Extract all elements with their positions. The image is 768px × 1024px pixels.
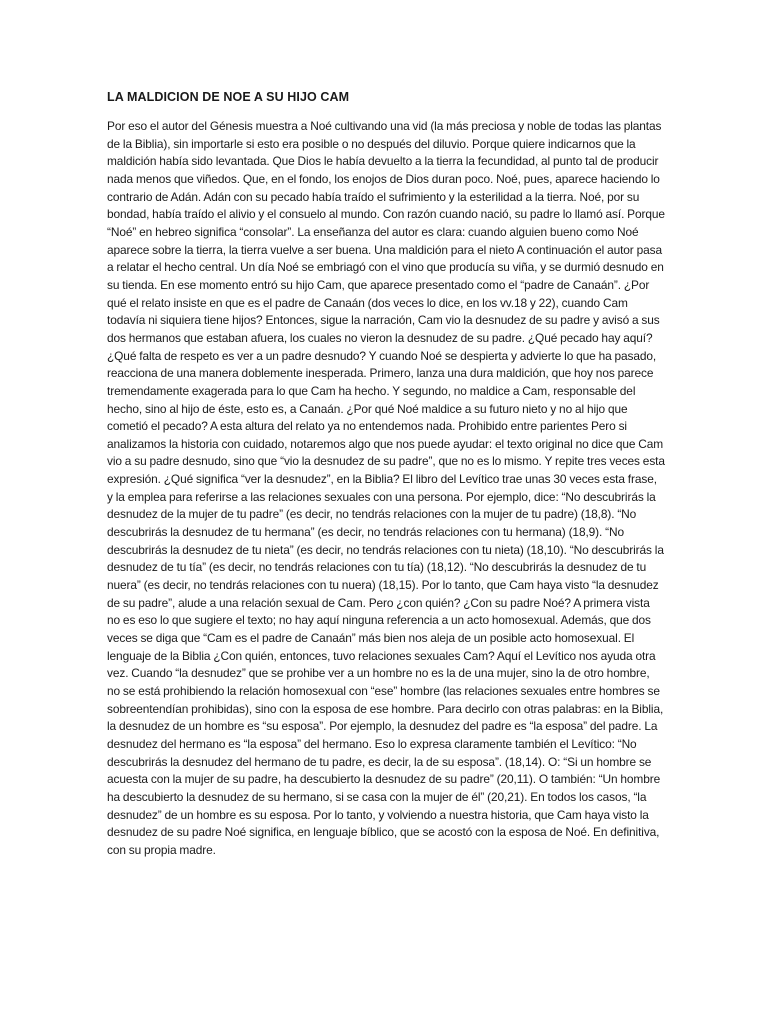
document-body-paragraph: Por eso el autor del Génesis muestra a Noé cultivando una vid (la más preciosa y noble de todas las plantas de la Biblia), sin importarle si esto era posible o no después del diluvio. Porque quiere indicarnos que la maldición había sido levantada. Que Dios le había devuelto a la tierra la fecundidad, al punto tal de producir nada menos que viñedos. Que, en el fondo, los enojos de Dios duran poco. Noé, pues, aparece haciendo lo contrario de Adán. Adán con su pecado había traído el sufrimiento y la esterilidad a la tierra. Noé, por su bondad, había traído el alivio y el consuelo al mundo. Con razón cuando nació, su padre lo llamó así. Porque “Noé” en hebreo significa “consolar”. La enseñanza del autor es clara: cuando alguien bueno como Noé aparece sobre la tierra, la tierra vuelve a ser buena. Una maldición para el nieto A continuación el autor pasa a relatar el hecho central. Un día Noé se embriagó con el vino que producía su viña, y se durmió desnudo en su tienda. En ese momento entró su hijo Cam, que aparece presentado como el “padre de Canaán”. ¿Por qué el relato insiste en que es el padre de Canaán (dos veces lo dice, en los vv.18 y 22), cuando Cam todavía ni siquiera tiene hijos? Entonces, sigue la narración, Cam vio la desnudez de su padre y avisó a sus dos hermanos que estaban afuera, los cuales no vieron la desnudez de su padre. ¿Qué pecado hay aquí? ¿Qué falta de respeto es ver a un padre desnudo? Y cuando Noé se despierta y advierte lo que ha pasado, reacciona de una manera doblemente inesperada. Primero, lanza una dura maldición, que hoy nos parece tremendamente exagerada para lo que Cam ha hecho. Y segundo, no maldice a Cam, responsable del hecho, sino al hijo de éste, esto es, a Canaán. ¿Por qué Noé maldice a su futuro nieto y no al hijo que cometió el pecado? A esta altura del relato ya no entendemos nada. Prohibido entre parientes Pero si analizamos la historia con cuidado, notaremos algo que nos puede ayudar: el texto original no dice que Cam vio a su padre desnudo, sino que “vio la desnudez de su padre”, que no es lo mismo. Y repite tres veces esta expresión. ¿Qué significa “ver la desnudez”, en la Biblia? El libro del Levítico trae unas 30 veces esta frase, y la emplea para referirse a las relaciones sexuales con una persona. Por ejemplo, dice: “No descubrirás la desnudez de la mujer de tu padre” (es decir, no tendrás relaciones con la mujer de tu padre) (18,8). “No descubrirás la desnudez de tu hermana” (es decir, no tendrás relaciones con tu hermana) (18,9). “No descubrirás la desnudez de tu nieta” (es decir, no tendrás relaciones con tu nieta) (18,10). “No descubrirás la desnudez de tu tía” (es decir, no tendrás relaciones con tu tía) (18,12). “No descubrirás la desnudez de tu nuera” (es decir, no tendrás relaciones con tu nuera) (18,15). Por lo tanto, que Cam haya visto “la desnudez de su padre”, alude a una relación sexual de Cam. Pero ¿con quién? ¿Con su padre Noé? A primera vista no es eso lo que sugiere el texto; no hay aquí ninguna referencia a un acto homosexual. Además, que dos veces se diga que “Cam es el padre de Canaán” más bien nos aleja de un posible acto homosexual. El lenguaje de la Biblia ¿Con quién, entonces, tuvo relaciones sexuales Cam? Aquí el Levítico nos ayuda otra vez. Cuando “la desnudez” que se prohibe ver a un hombre no es la de una mujer, sino la de otro hombre, no se está prohibiendo la relación homosexual con “ese” hombre (las relaciones sexuales entre hombres se sobreentendían prohibidas), sino con la esposa de ese hombre. Para decirlo con otras palabras: en la Biblia, la desnudez de un hombre es “su esposa”. Por ejemplo, la desnudez del padre es “la esposa” del padre. La desnudez del hermano es “la esposa” del hermano. Eso lo expresa claramente también el Levítico: “No descubrirás la desnudez del hermano de tu padre, es decir, la de su esposa”. (18,14). O: “Si un hombre se acuesta con la mujer de su padre, ha descubierto la desnudez de su padre” (20,11). O también: “Un hombre ha descubierto la desnudez de su hermano, si se casa con la mujer de él” (20,21). En todos los casos, “la desnudez” de un hombre es su esposa. Por lo tanto, y volviendo a nuestra historia, que Cam haya visto la desnudez de su padre Noé significa, en lenguaje bíblico, que se acostó con la esposa de Noé. En definitiva, con su propia madre. bbox=[107, 119, 665, 857]
document-page bbox=[107, 90, 665, 860]
document-title: LA MALDICION DE NOE A SU HIJO CAM bbox=[107, 90, 350, 104]
